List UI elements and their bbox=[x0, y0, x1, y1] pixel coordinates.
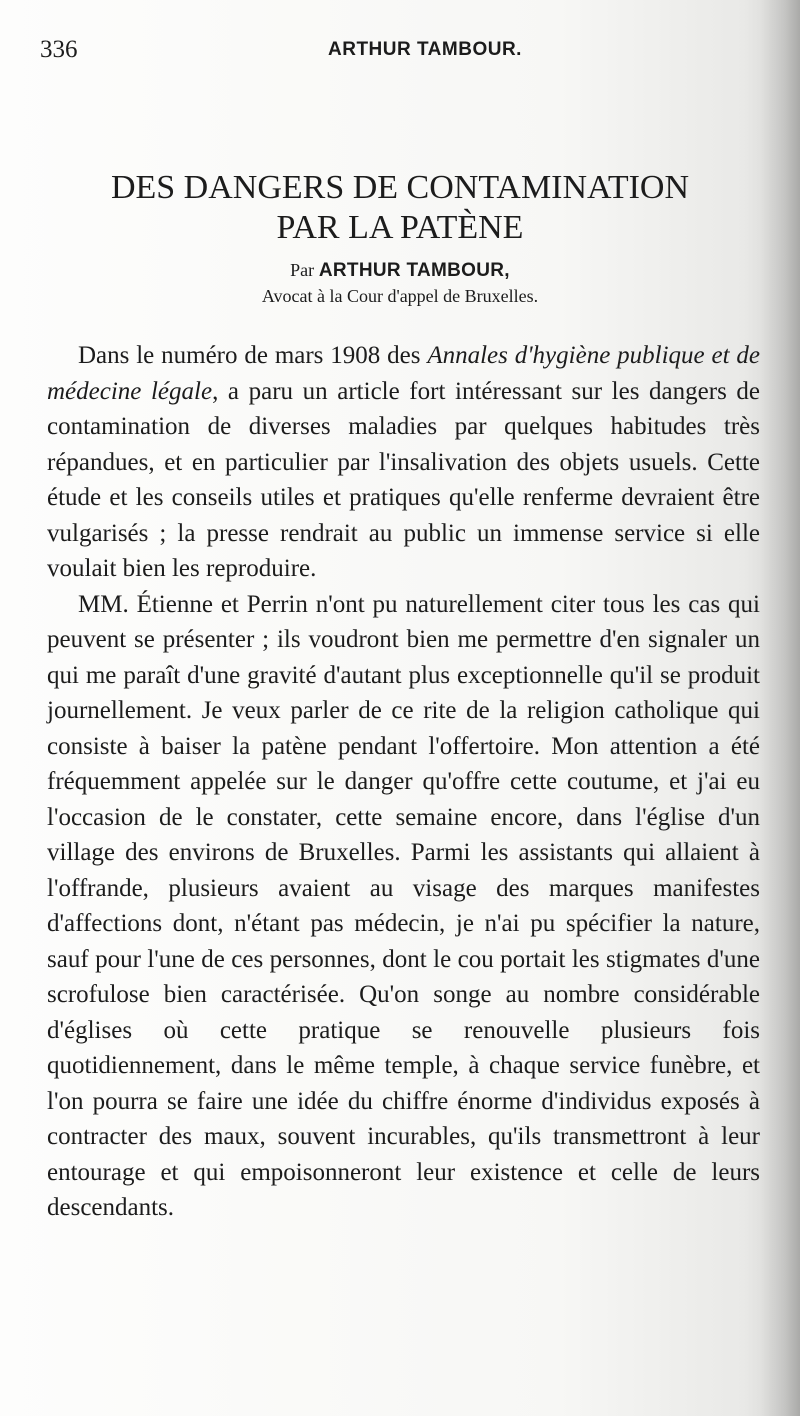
page-edge-shadow bbox=[760, 0, 800, 1416]
paragraph-2: MM. Étienne et Perrin n'ont pu naturellement citer tous les cas qui peuvent se présenter ; ils voudront bien me permettre d'en signaler un qui me paraît d'une gravité d'autant plus exceptionnelle qu'il se produit journellement. Je veux parler de ce rite de la religion catholique qui consiste à baiser la patène pendant l'offertoire. Mon attention a été fréquemment appelée sur le danger qu'offre cette coutume, et j'ai eu l'occasion de le constater, cette semaine encore, dans l'église d'un village des environs de Bruxelles. Parmi les assistants qui allaient à l'offrande, plusieurs avaient au visage des marques manifestes d'affections dont, n'étant pas médecin, je n'ai pu spécifier la nature, sauf pour l'une de ces personnes, dont le cou portait les stigmates d'une scrofulose bien caractérisée. Qu'on songe au nombre considérable d'églises où cette pratique se renouvelle plusieurs fois quotidiennement, dans le même temple, à chaque service funèbre, et l'on pourra se faire une idée du chiffre énorme d'individus exposés à contracter des maux, souvent incurables, qu'ils transmettront à leur entourage et qui empoisonneront leur existence et celle de leurs descendants. bbox=[47, 590, 760, 1221]
article-title-line-1: DES DANGERS DE CONTAMINATION bbox=[110, 169, 690, 206]
paragraph-1-after: , a paru un article fort intéressant sur les dangers de contamination de diverses maladies par quelques habitudes très répandues, et en particulier par l'insalivation des objets usuels. Cette étude et les conseils utiles et pratiques qu'elle renferme devraient être vulgarisés ; la presse rendrait au public un immense service si elle voulait bien les reproduire. bbox=[47, 377, 760, 582]
byline-prefix: Par bbox=[290, 260, 315, 280]
author-affiliation: Avocat à la Cour d'appel de Bruxelles. bbox=[261, 286, 539, 306]
running-head bbox=[40, 36, 760, 70]
article-title-line-2: PAR LA PATÈNE bbox=[276, 209, 524, 246]
journal-title: Annales d'hygiène publique et de médecine légale bbox=[47, 342, 760, 405]
article-body bbox=[47, 338, 760, 1226]
paragraph-1-before: Dans le numéro de mars 1908 des bbox=[78, 342, 428, 369]
byline bbox=[60, 260, 740, 282]
paragraph-1 bbox=[47, 338, 760, 587]
running-head-author: ARTHUR TAMBOUR. bbox=[328, 39, 522, 60]
byline-author: ARTHUR TAMBOUR, bbox=[318, 260, 510, 281]
page-number: 336 bbox=[40, 36, 78, 63]
